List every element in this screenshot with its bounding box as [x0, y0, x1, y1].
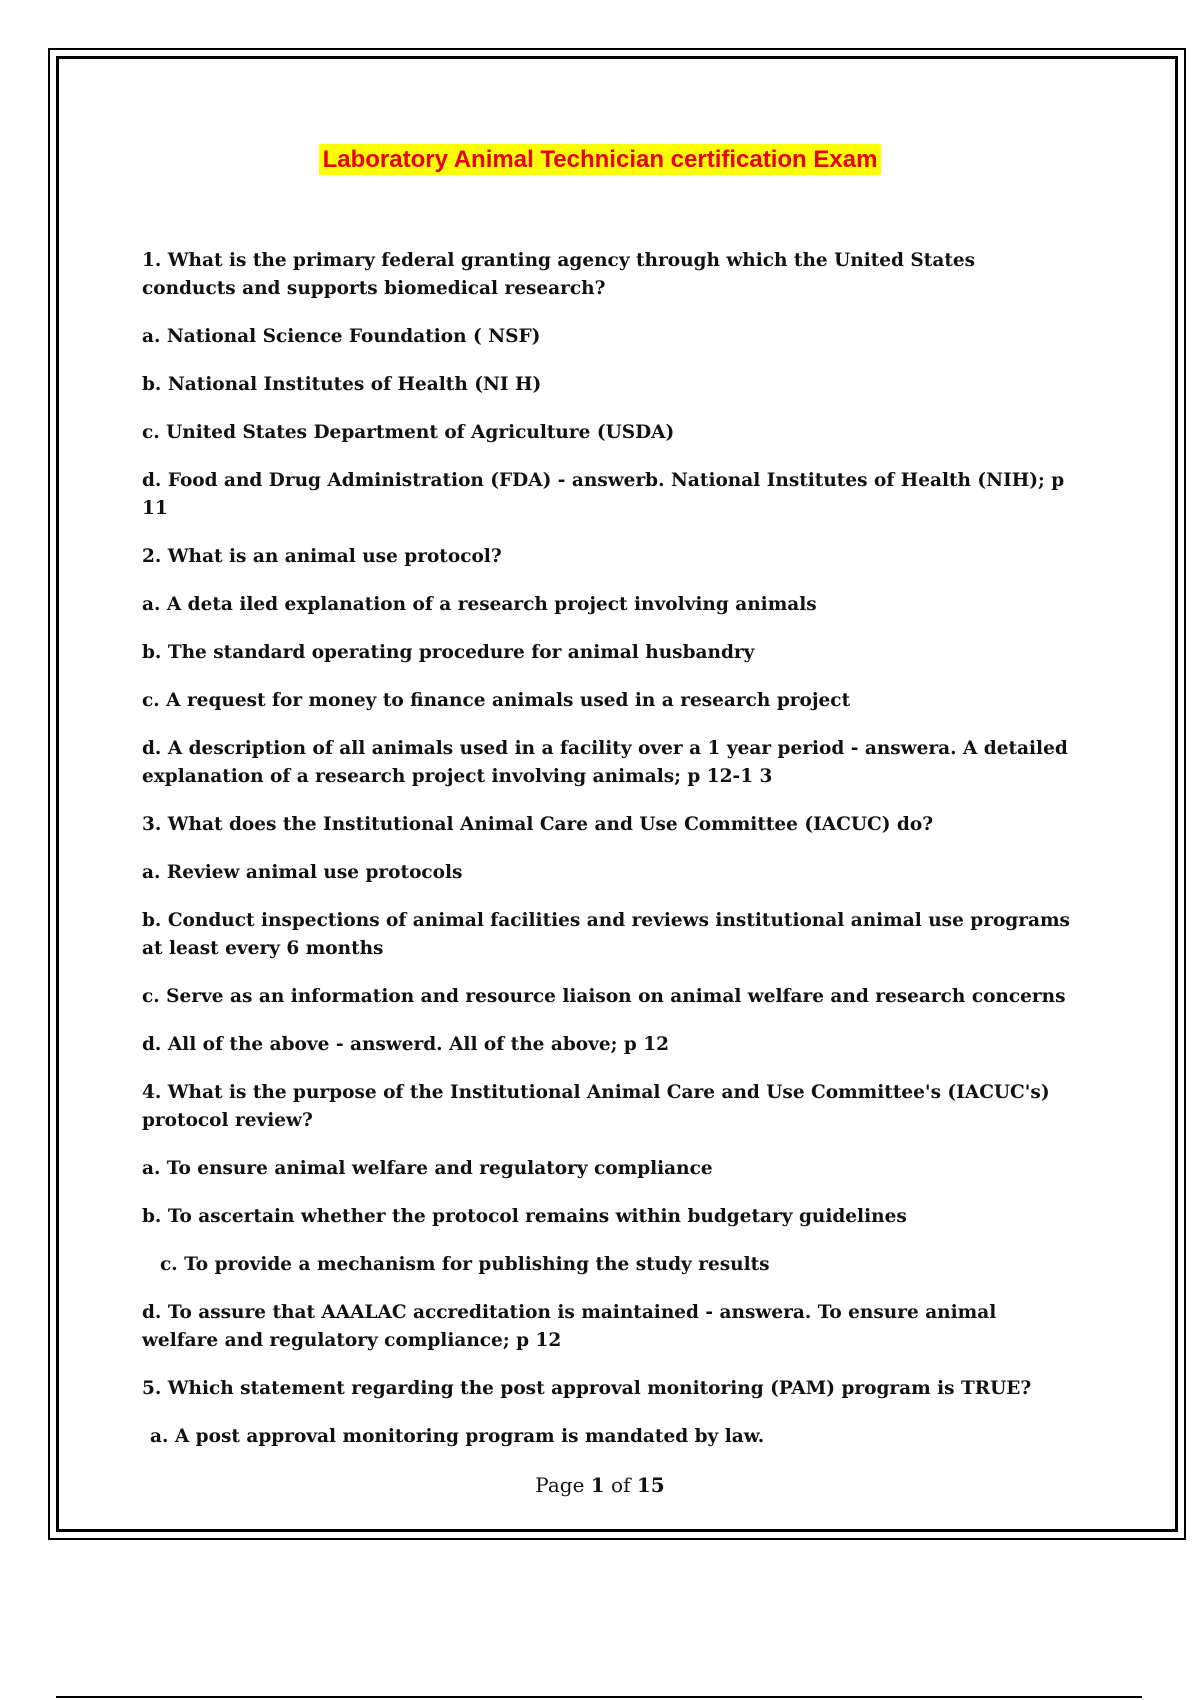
question-5: 5. Which statement regarding the post approval monitoring (PAM) program is TRUE?: [142, 1378, 1032, 1399]
page-number-prefix: Page: [535, 1473, 591, 1497]
question-2-option-b: b. The standard operating procedure for animal husbandry: [142, 642, 755, 663]
question-1-option-d-answer: d. Food and Drug Administration (FDA) - answerb. National Institutes of Health (NIH); p 11: [142, 470, 1065, 519]
question-3-option-b: b. Conduct inspections of animal facilities and reviews institutional animal use programs at least every 6 months: [142, 910, 1070, 959]
question-3-option-d-answer: d. All of the above - answerd. All of the above; p 12: [142, 1034, 670, 1055]
question-1: 1. What is the primary federal granting agency through which the United States conducts and supports biomedical research?: [142, 250, 976, 299]
question-4-option-b: b. To ascertain whether the protocol remains within budgetary guidelines: [142, 1206, 907, 1227]
question-2-option-a: a. A deta iled explanation of a research project involving animals: [142, 594, 817, 615]
question-list: [142, 247, 1072, 1471]
page-number-of: of: [604, 1473, 637, 1497]
question-4-option-d-answer: d. To assure that AAALAC accreditation is maintained - answera. To ensure animal welfare and regulatory compliance; p 12: [142, 1302, 997, 1351]
question-3: 3. What does the Institutional Animal Care and Use Committee (IACUC) do?: [142, 814, 934, 835]
question-4-option-a: a. To ensure animal welfare and regulatory compliance: [142, 1158, 713, 1179]
exam-title-text: Laboratory Animal Technician certification Exam: [319, 144, 882, 175]
page-number-current: 1: [590, 1473, 605, 1497]
question-2-option-c: c. A request for money to finance animals used in a research project: [142, 690, 851, 711]
question-1-option-b: b. National Institutes of Health (NI H): [142, 374, 542, 395]
question-4: 4. What is the purpose of the Institutional Animal Care and Use Committee's (IACUC's) protocol review?: [142, 1082, 1050, 1131]
question-2-option-d-answer: d. A description of all animals used in a facility over a 1 year period - answera. A detailed explanation of a research project involving animals; p 12-1 3: [142, 738, 1068, 787]
exam-title: [0, 146, 1200, 174]
question-5-option-a: a. A post approval monitoring program is mandated by law.: [150, 1426, 765, 1447]
bottom-divider: [56, 1696, 1142, 1698]
question-2: 2. What is an animal use protocol?: [142, 546, 502, 567]
question-3-option-a: a. Review animal use protocols: [142, 862, 463, 883]
page-number: [0, 1473, 1200, 1497]
question-1-option-a: a. National Science Foundation ( NSF): [142, 326, 541, 347]
question-1-option-c: c. United States Department of Agriculture (USDA): [142, 422, 675, 443]
question-4-option-c: c. To provide a mechanism for publishing the study results: [160, 1254, 770, 1275]
question-3-option-c: c. Serve as an information and resource liaison on animal welfare and research concerns: [142, 986, 1066, 1007]
page-number-total: 15: [636, 1473, 665, 1497]
